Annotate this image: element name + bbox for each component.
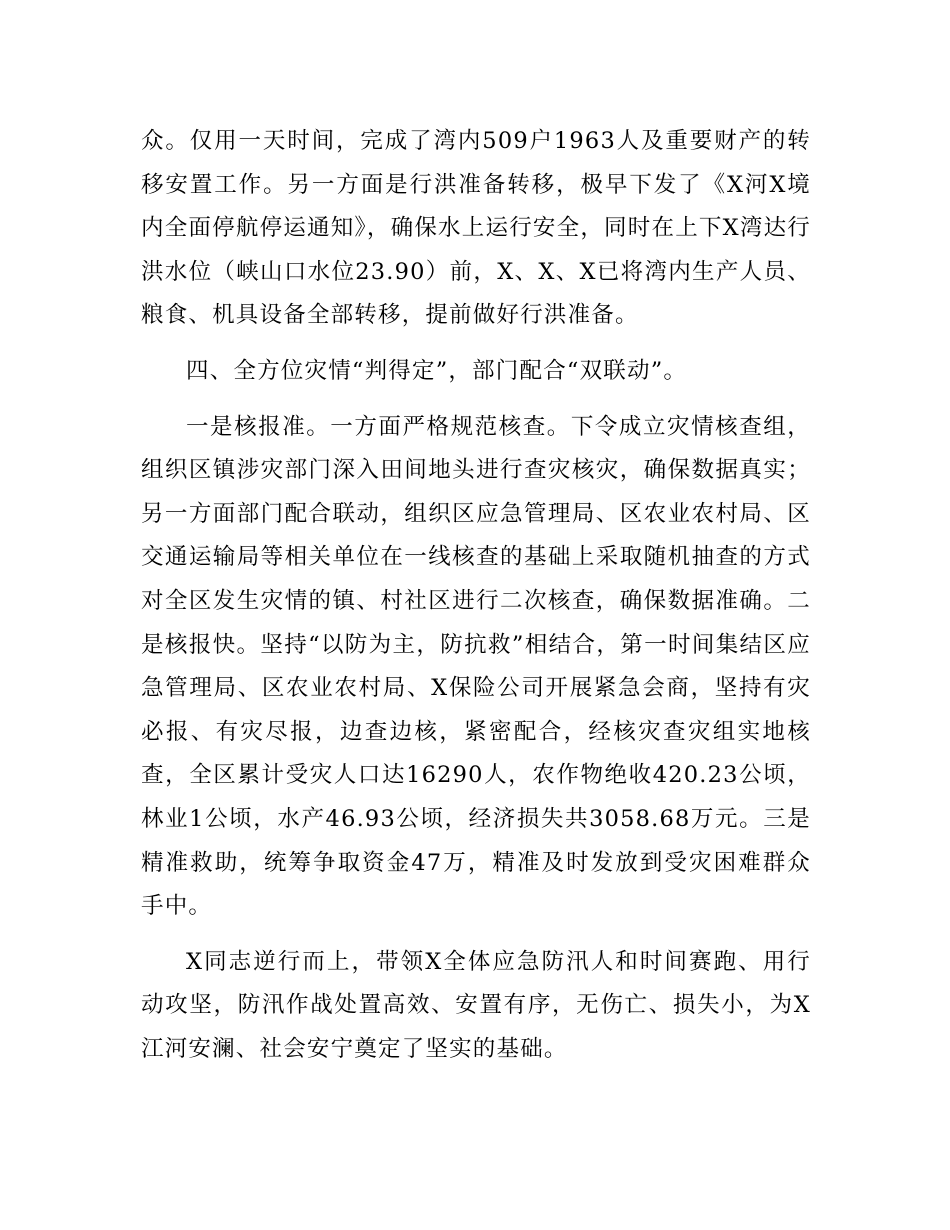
paragraph-verification: 一是核报准。一方面严格规范核查。下令成立灾情核查组，组织区镇涉灾部门深入田间地头进行查灾核灾，确保数据真实；另一方面部门配合联动，组织区应急管理局、区农业农村局、区交通运输局等相关单位在一线核查的基础上采取随机抽查的方式对全区发生灾情的镇、村社区进行二次核查，确保数据准确。二是核报快。坚持“以防为主，防抗救”相结合，第一时间集结区应急管理局、区农业农村局、X保险公司开展紧急会商，坚持有灾必报、有灾尽报，边查边核，紧密配合，经核灾查灾组实地核查，全区累计受灾人口达16290人，农作物绝收420.23公顷，林业1公顷，水产46.93公顷，经济损失共3058.68万元。三是精准救助，统筹争取资金47万，精准及时发放到受灾困难群众手中。 bbox=[141, 413, 811, 920]
section-heading-four: 四、全方位灾情“判得定”，部门配合“双联动”。 bbox=[186, 357, 688, 384]
document-body bbox=[141, 120, 811, 1071]
paragraph-conclusion: X同志逆行而上，带领X全体应急防汛人和时间赛跑、用行动攻坚，防汛作战处置高效、安置有序，无伤亡、损失小，为X江河安澜、社会安宁奠定了坚实的基础。 bbox=[141, 948, 811, 1062]
paragraph-continuation: 众。仅用一天时间，完成了湾内509户1963人及重要财产的转移安置工作。另一方面是行洪准备转移，极早下发了《X河X境内全面停航停运通知》，确保水上运行安全，同时在上下X湾达行洪水位（峡山口水位23.90）前，X、X、X已将湾内生产人员、粮食、机具设备全部转移，提前做好行洪准备。 bbox=[141, 128, 811, 329]
